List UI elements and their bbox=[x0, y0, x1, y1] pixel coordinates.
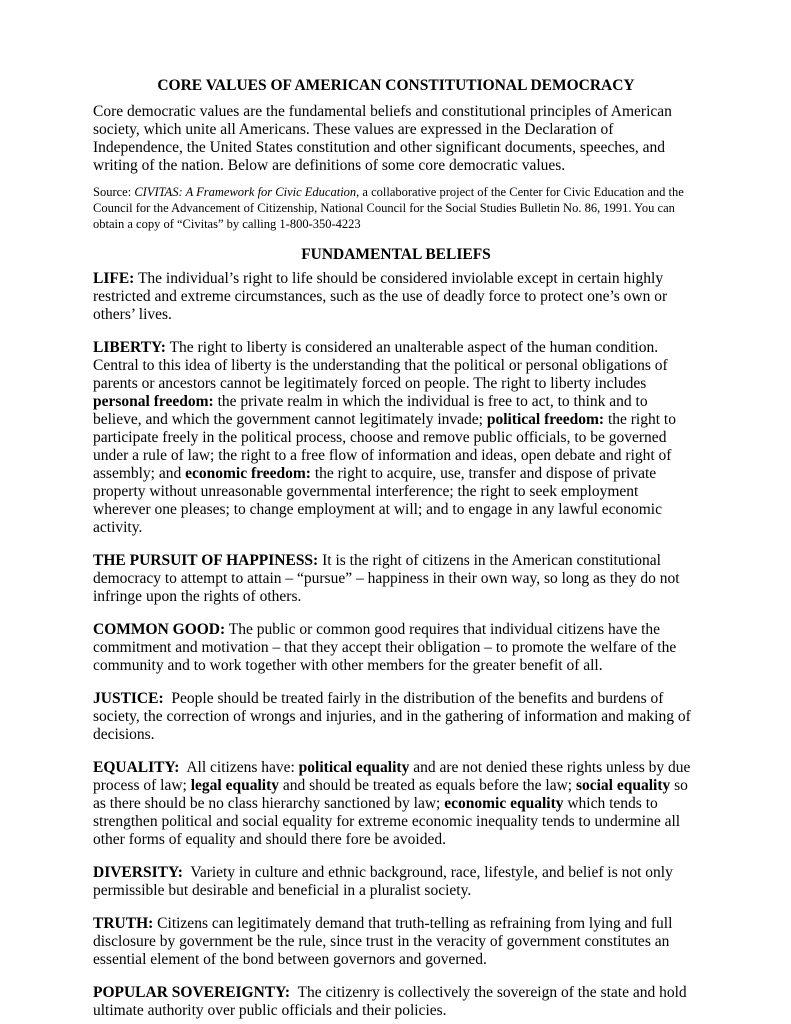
term-political-equality: political equality bbox=[298, 759, 410, 776]
entry-common-good bbox=[93, 621, 699, 675]
term-truth: TRUTH: bbox=[93, 915, 154, 932]
entry-pursuit-of-happiness bbox=[93, 552, 699, 606]
term-popular-sovereignty: POPULAR SOVEREIGNTY: bbox=[93, 984, 291, 1001]
section-heading: FUNDAMENTAL BELIEFS bbox=[301, 246, 491, 263]
document-title: CORE VALUES OF AMERICAN CONSTITUTIONAL DEMOCRACY bbox=[157, 77, 635, 94]
source-rest: , a collaborative project of the Center for Civic Education and the Council for the Advancement of Citizenship, National Council for the Social Studies Bulletin No. 86, 1991. You can obtain a copy of “Civitas” by calling 1-800-350-4223 bbox=[93, 185, 684, 231]
definition-equality-part1: All citizens have: bbox=[179, 759, 299, 776]
definition-life: The individual’s right to life should be considered inviolable except in certain highly restricted and extreme circumstances, such as the use of deadly force to protect one’s own or others’ lives. bbox=[93, 270, 668, 323]
entry-equality bbox=[93, 759, 699, 849]
intro-paragraph: Core democratic values are the fundamental beliefs and constitutional principles of American society, which unite all Americans. These values are expressed in the Declaration of Independence, the United States constitution and other significant documents, speeches, and writing of the nation. Below are definitions of some core democratic values. bbox=[93, 103, 672, 174]
source-citation: CIVITAS: A Framework for Civic Education bbox=[134, 185, 357, 199]
term-liberty: LIBERTY: bbox=[93, 339, 166, 356]
term-economic-freedom: economic freedom: bbox=[185, 465, 311, 482]
source-prefix: Source: bbox=[93, 185, 135, 199]
term-personal-freedom: personal freedom: bbox=[93, 393, 214, 410]
definition-equality-part3: and should be treated as equals before the law; bbox=[278, 777, 576, 794]
entry-justice bbox=[93, 690, 699, 744]
definition-popular-sovereignty: The citizenry is collectively the sovereign of the state and hold ultimate authority over public officials and their policies. bbox=[93, 984, 691, 1019]
term-economic-equality: economic equality bbox=[444, 795, 564, 812]
definition-liberty-part4: the right to acquire, use, transfer and dispose of private property without unreasonable governmental interference; the right to seek employment wherever one pleases; to change employment at will; and to engage in any lawful economic activity. bbox=[93, 465, 662, 536]
term-justice: JUSTICE: bbox=[93, 690, 164, 707]
definition-liberty-part1: The right to liberty is considered an unalterable aspect of the human condition. Central to this idea of liberty is the understanding that the political or personal obligations of parents or ancestors cannot be legitimately forced on people. The right to liberty includes bbox=[93, 339, 668, 392]
definition-diversity: Variety in culture and ethnic background, race, lifestyle, and belief is not only permissible but desirable and beneficial in a pluralist society. bbox=[93, 864, 677, 899]
term-equality: EQUALITY: bbox=[93, 759, 180, 776]
term-common-good: COMMON GOOD: bbox=[93, 621, 226, 638]
definition-pursuit-of-happiness: It is the right of citizens in the American constitutional democracy to attempt to attain – “pursue” – happiness in their own way, so long as they do not infringe upon the rights of others. bbox=[93, 552, 680, 605]
term-political-freedom: political freedom: bbox=[486, 411, 605, 428]
entry-popular-sovereignty bbox=[93, 984, 699, 1020]
definition-liberty-part3: the right to participate freely in the political process, choose and remove public officials, to be governed under a rule of law; the right to a free flow of information and ideas, open debate and right of assembly; and bbox=[93, 411, 676, 482]
definition-equality-part5: which tends to strengthen political and social equality for extreme economic inequality tends to undermine all other forms of equality and should there fore be avoided. bbox=[93, 795, 681, 848]
term-social-equality: social equality bbox=[575, 777, 671, 794]
entry-diversity bbox=[93, 864, 699, 900]
entry-truth bbox=[93, 915, 699, 969]
definition-justice: People should be treated fairly in the distribution of the benefits and burdens of society, the correction of wrongs and injuries, and in the gathering of information and making of decisions. bbox=[93, 690, 695, 743]
term-pursuit-of-happiness: THE PURSUIT OF HAPPINESS: bbox=[93, 552, 319, 569]
term-legal-equality: legal equality bbox=[190, 777, 279, 794]
entry-liberty bbox=[93, 339, 699, 537]
term-diversity: DIVERSITY: bbox=[93, 864, 183, 881]
term-life: LIFE: bbox=[93, 270, 135, 287]
definition-common-good: The public or common good requires that individual citizens have the commitment and motivation – that they accept their obligation – to promote the welfare of the community and to work together with other members for the greater benefit of all. bbox=[93, 621, 677, 674]
definition-liberty-part2: the private realm in which the individual is free to act, to think and to believe, and which the government cannot legitimately invade; bbox=[93, 393, 648, 428]
definition-equality-part4: so as there should be no class hierarchy sanctioned by law; bbox=[93, 777, 688, 812]
source-note bbox=[93, 184, 699, 232]
entry-life bbox=[93, 270, 699, 324]
definition-truth: Citizens can legitimately demand that truth-telling as refraining from lying and full disclosure by government be the rule, since trust in the veracity of government constitutes an essential element of the bond between governors and governed. bbox=[93, 915, 673, 968]
definition-equality-part2: and are not denied these rights unless by due process of law; bbox=[93, 759, 691, 794]
